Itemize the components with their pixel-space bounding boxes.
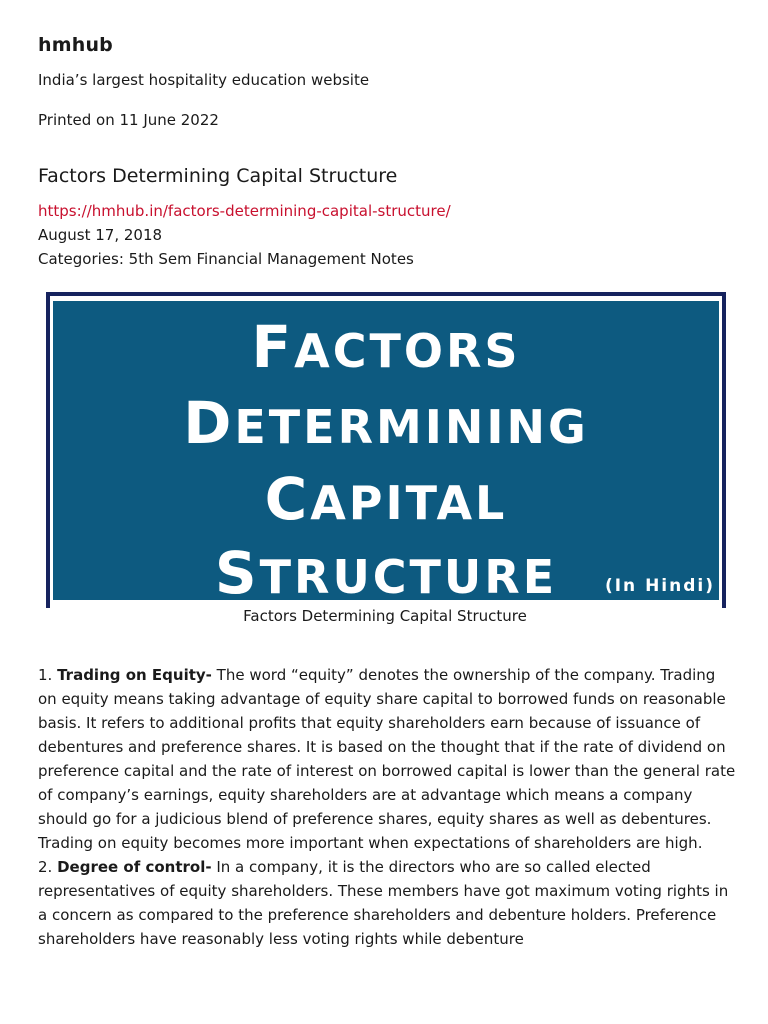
article-categories: Categories: 5th Sem Financial Management Notes <box>38 250 414 268</box>
item-text: The word “equity” denotes the ownership of the company. Trading on equity means taking advantage of equity share capital to borrowed funds on reasonable basis. It refers to additional profits that equity shareholders earn because of issuance of debentures and preference shares. It is based on the thought that if the rate of dividend on preference capital and the rate of interest on borrowed capital is lower than the general rate of company’s earnings, equity shareholders are at advantage which means a company should go for a judicious blend of preference shares, equity shares as well as debentures. Trading on equity becomes more important when expectations of shareholders are high. <box>38 666 736 852</box>
item-term: Degree of control- <box>57 858 212 876</box>
featured-image <box>46 292 726 608</box>
list-item <box>38 663 738 855</box>
article-title: Factors Determining Capital Structure <box>38 165 398 187</box>
article-url-link[interactable]: https://hmhub.in/factors-determining-capital-structure/ <box>38 202 451 220</box>
site-tagline: India’s largest hospitality education website <box>38 71 370 89</box>
image-caption: Factors Determining Capital Structure <box>243 607 527 625</box>
item-term: Trading on Equity- <box>57 666 212 684</box>
banner-line-structure: STRUCTURE <box>214 539 558 607</box>
banner-line-capital: CAPITAL <box>264 465 508 533</box>
item-number: 1. <box>38 666 53 684</box>
banner-line-determining: DETERMINING <box>183 389 589 457</box>
article-date: August 17, 2018 <box>38 226 163 244</box>
list-item <box>38 855 738 951</box>
featured-image-panel <box>53 301 719 607</box>
banner-line-factors: FACTORS <box>251 313 521 381</box>
printed-date: Printed on 11 June 2022 <box>38 111 219 129</box>
item-text: In a company, it is the directors who are so called elected representatives of equity shareholders. These members have got maximum voting rights in a concern as compared to the preference shareholders and debenture holders. Preference shareholders have reasonably less voting rights while debenture <box>38 858 729 948</box>
item-number: 2. <box>38 858 53 876</box>
banner-subtitle: (In Hindi) <box>604 576 715 596</box>
article-body <box>38 663 738 951</box>
site-name: hmhub <box>38 34 113 56</box>
